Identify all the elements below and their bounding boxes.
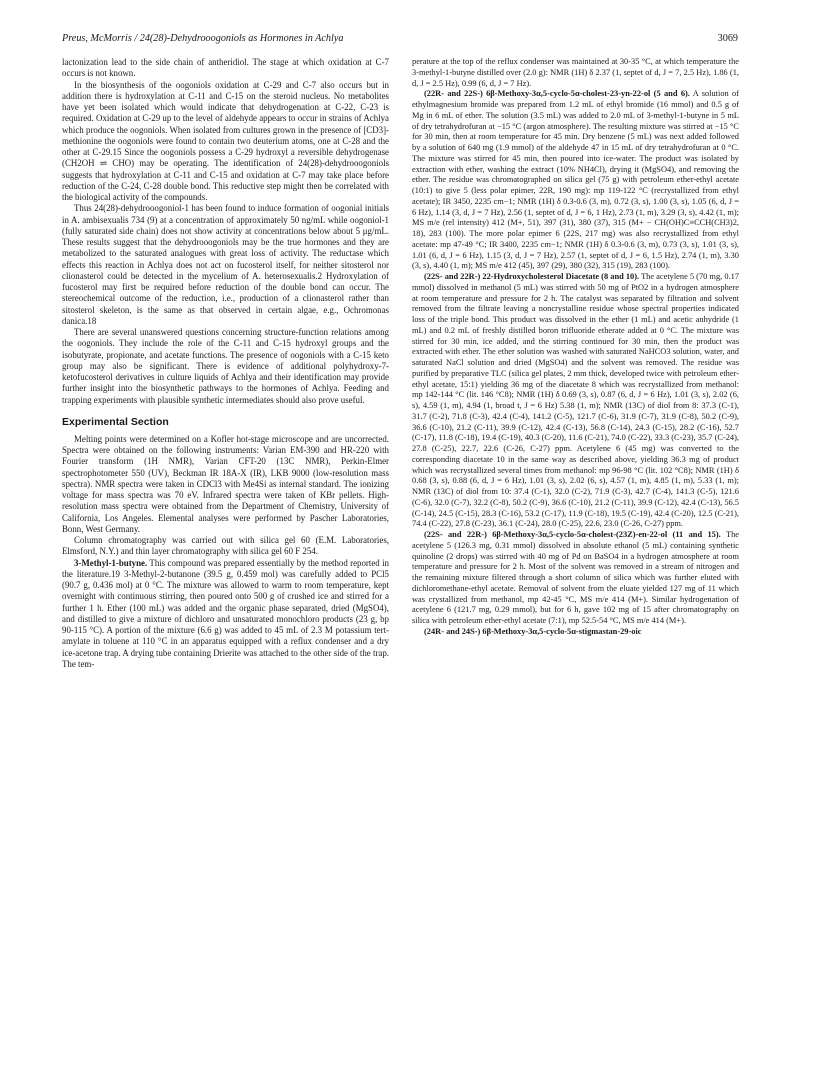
entry-heading: (22R- and 22S-) 6β-Methoxy-3α,5-cyclo-5α-cholest-23-yn-22-ol (5 and 6). [424, 89, 690, 99]
paragraph-methylbutyne [62, 558, 389, 671]
running-head [62, 32, 738, 46]
paragraph: Column chromatography was carried out with silica gel 60 (E.M. Laboratories, Elmsford, N.Y.) and thin layer chromatography with silica gel 60 F 254. [62, 535, 389, 557]
procedure-entry [412, 89, 739, 272]
left-column [62, 57, 389, 1052]
paragraph: There are several unanswered questions concerning structure-function relations among the oogoniols. They include the role of the C-11 and C-15 hydroxyl groups and the isobutyrate, propionate, and acetate functions. The presence of oogoniols with a C-15 keto group may also be significant. There is evidence of additional polyhydroxy-7-ketofucosterol derivatives in culture liquids of Achlya and their identification may provide further insight into the biosynthetic pathways to the hormones of Achlya. Feeding and trapping experiments with plausible synthetic intermediates should also prove useful. [62, 327, 389, 405]
page-number: 3069 [717, 33, 738, 44]
entry-heading: (22S- and 22R-) 22-Hydroxycholesterol Diacetate (8 and 10). [424, 272, 640, 281]
paragraph: perature at the top of the reflux condenser was maintained at 30-35 °C, at which temperature the 3-methyl-1-butyne distilled over (2.0 g): NMR (1H) δ 2.37 (1, septet of d, J = 7, 2.5 Hz), 1.86 (1, d, J = 2.5 Hz), 0.99 (6, d, J = 7 Hz). [412, 57, 739, 88]
procedure-entry [412, 627, 739, 638]
paragraph-text: This compound was prepared essentially by the method reported in the literature.19 3-Methyl-2-butanone (39.5 g, 0.459 mol) was carefully added to PCl5 (90.7 g, 0.436 mol) at 0 °C. The mixture was allowed to warm to room temperature, kept overnight with continuous stirring, then poured onto 500 g of crushed ice and stirred for a further 1 h. Ether (100 mL) was added and the organic phase separated, dried (MgSO4), and distilled to give a mixture of dichloro and unsaturated monochloro products (23 g, bp 90-115 °C). A portion of the mixture (6.6 g) was added to 45 mL of 2.3 M potassium tert-amylate in toluene at 110 °C in an apparatus equipped with a reflux condenser and a dry ice-acetone trap. A drying tube containing Drierite was attached to the other side of the trap. The tem- [62, 557, 389, 669]
paragraph: Thus 24(28)-dehydrooogoniol-1 has been found to induce formation of oogonial initials in A. ambisexualis 734 (9) at a concentration of approximately 50 ng/mL while oogoniol-1 (fully saturated side chain) does not show activity at concentrations below about 5 μg/mL. These results suggest that the dehydrooogoniols may be the true hormones and they are metabolized to the saturated analogues with great loss of activity. The reductase which effects this reaction in Achlya does not act on fucosterol itself, for neither sitosterol nor clionasterol could be detected in the mycelium of A. heterosexualis.2 Hydroxylation of fucosterol may first be required before reduction of the double bond can occur. The stereochemical outcome of the reduction, i.e., production of a clionasterol rather than sitosterol skeleton, is the same as that observed in certain algae, e.g., Ochromonas danica.18 [62, 203, 389, 326]
running-head-title: Preus, McMorris / 24(28)-Dehydrooogoniols as Hormones in Achlya [62, 33, 344, 44]
procedure-entry [412, 272, 739, 530]
entry-text: A solution of ethylmagnesium bromide was prepared from 1.2 mL of ethyl bromide (16 mmol) and 0.5 g of Mg in 6 mL of ether. The solution (3.5 mL) was added to 2.0 mL of 3-methyl-1-butyne in 5 mL of dry tetrahydrofuran at −15 °C (argon atmosphere). The resulting mixture was stirred at −15 °C for 30 min, then at room temperature for 45 min. Dry benzene (5 mL) was next added followed by a solution of 640 mg (1.9 mmol) of the aldehyde 47 in 15 mL of dry tetrahydrofuran at 0 °C. The mixture was stirred for 45 min, then poured into ice-water. The product was isolated by extraction with ether, washing the extract (10% NH4Cl), drying it (MgSO4), and removing the ether. The residue was chromatographed on silica gel (75 g) with petroleum ether-ethyl acetate (10:1) to give 5 (less polar epimer, 22R, 190 mg): mp 119-122 °C (recrystallized from ethyl acetate); IR 3450, 2235 cm−1; NMR (1H) δ 0.3-0.6 (3, m), 0.72 (3, s), 1.00 (3, s), 1.05 (6, d, J = 6 Hz), 1.14 (3, d, J = 7 Hz), 2.56 (1, septet of d, J = 6, 1 Hz), 2.73 (1, m), 3.29 (3, s), 4.42 (1, m); MS m/e (rel intensity) 412 (M+, 51), 397 (31), 380 (37), 315 (M+ − CH(OH)C≡CCH(CH3)2, 18), 283 (100). The more polar epimer 6 (22S, 217 mg) was also recrystallized from ethyl acetate: mp 47-49 °C; IR 3400, 2235 cm−1; NMR (1H) δ 0.3-0.6 (3, m), 0.73 (3, s), 1.01 (3, s), 1.01 (6, d, J = 6 Hz), 1.15 (3, d, J = 7 Hz), 2.57 (1, septet of d, J = 6, 1.5 Hz), 2.74 (1, m), 3.30 (3, s), 4.40 (1, m); MS m/e 412 (45), 397 (29), 380 (32), 315 (19), 283 (100). [412, 89, 739, 271]
paragraph: Melting points were determined on a Kofler hot-stage microscope and are uncorrected. Spectra were obtained on the following instruments: Varian EM-390 and HR-220 with Fourier transform (1H NMR), Varian CFT-20 (13C NMR), Perkin-Elmer spectrophotometer 550 (UV), Beckman IR 18A-X (IR), LKB 9000 (low-resolution mass spectra). NMR spectra were taken in CDCl3 with Me4Si as internal standard. The ionizing voltage for mass spectra was 70 eV. Infrared spectra were taken of KBr pellets. High-resolution mass spectra were obtained from the Department of Chemistry, University of California, Los Angeles. Elemental analyses were performed by Pascher Laboratories, Bonn, West Germany. [62, 433, 389, 534]
entry-heading: (22S- and 22R-) 6β-Methoxy-3α,5-cyclo-5α-cholest-(23Z)-en-22-ol (11 and 15). [424, 530, 721, 539]
entry-text: The acetylene 5 (70 mg, 0.17 mmol) dissolved in methanol (5 mL) was stirred with 50 mg of PtO2 in a hydrogen atmosphere at room temperature and pressure for 2 h. The catalyst was separated by filtration and solvent removed from the filtrate leaving a noncrystalline residue whose spectral properties indicated loss of the triple bond. This product was dissolved in the ether (1 mL) and acetic anhydride (1 mL) and 0.2 mL of freshly distilled boron trifluoride etherate added at 0 °C. The mixture was stirred for 30 min, ice added, and the stirring continued for 30 min, then the product was extracted with ether. The ether solution was washed with saturated NaHCO3 solution, water, and saturated NaCl solution and dried (MgSO4) and the solvent was removed. The residue was purified by preparative TLC (silica gel plates, 2 mm thick, developed twice with petroleum ether-ethyl acetate, 15:1) yielding 36 mg of the diacetate 8 which was recrystallized from methanol: mp 142-144 °C (lit. 146 °C8); NMR (1H) δ 0.69 (3, s), 0.87 (6, d, J = 6 Hz), 1.01 (3, s), 2.02 (6, s), 4.59 (1, m), 4.94 (1, broad t, J = 6 Hz) 5.38 (1, m); NMR (13C) of diol from 8: 37.3 (C-1), 31.7 (C-2), 71.8 (C-3), 42.4 (C-4), 141.2 (C-5), 121.7 (C-6), 31.9 (C-7), 31.9 (C-8), 50.2 (C-9), 36.6 (C-10), 21.2 (C-11), 39.9 (C-12), 42.4 (C-13), 56.8 (C-14), 24.3 (C-15), 28.2 (C-16), 52.7 (C-17), 11.8 (C-18), 19.4 (C-19), 40.3 (C-20), 11.6 (C-21), 74.0 (C-22), 33.3 (C-23), 35.7 (C-24), 27.8 (C-25), 22.7, 22.6 (C-26, C-27) ppm. Acetylene 6 (45 mg) was converted to the corresponding diacetate 10 in the same way as described above, yielding 36.3 mg of product which was recrystallized several times from methanol: mp 96-98 °C (lit. 102 °C8); NMR (1H) δ 0.68 (3, s), 0.88 (6, d, J = 6 Hz), 1.01 (3, s), 2.02 (6, s), 4.57 (1, m), 4.85 (1, m), 5.33 (1, m); NMR (13C) of diol from 10: 37.4 (C-1), 32.0 (C-2), 71.9 (C-3), 42.7 (C-4), 141.3 (C-5), 121.6 (C-6), 32.0 (C-7), 32.2 (C-8), 50.2 (C-9), 36.6 (C-10), 21.2 (C-11), 39.9 (C-12), 42.4 (C-13), 56.5 (C-14), 24.5 (C-15), 28.3 (C-16), 53.2 (C-17), 11.9 (C-18), 19.5 (C-19), 42.4 (C-20), 12.5 (C-21), 74.4 (C-22), 27.8 (C-23), 36.1 (C-24), 28.0 (C-25), 22.6, 23.0 (C-26, C-27) ppm. [412, 272, 739, 529]
right-column [412, 57, 739, 1052]
procedure-entry [412, 530, 739, 627]
entry-text: The acetylene 5 (126.3 mg, 0.31 mmol) dissolved in absolute ethanol (5 mL) containing synthetic quinoline (2 drops) was stirred with 40 mg of Pd on BaSO4 in a hydrogen atmosphere at room temperature and pressure for 2 h. Most of the solvent was removed in a stream of nitrogen and the remaining mixture filtered through a short column of silica which was further eluted with dichloromethane-ethyl acetate. Removal of solvent from the eluate yielded 127 mg of 11 which was crystallized from methanol, mp 42-45 °C, MS m/e 414 (M+). Similar hydrogenation of acetylene 6 (121.7 mg, 0.29 mmol), but for 6 h, gave 102 mg of 15 after chromatography on silica with petroleum ether-ethyl acetate (7:1), mp 52.5-54 °C, MS m/e 414 (M+). [412, 530, 739, 625]
paragraph: In the biosynthesis of the oogoniols oxidation at C-29 and C-7 also occurs but in addition there is hydroxylation at C-11 and C-15 on the steroid nucleus. No metabolites have yet been isolated which would indicate that dehydrogenation at C-22, C-23 is required. Oxidation at C-29 up to the level of aldehyde appears to occur in strains of Achlya which produce the oogoniols. When isolated from cultures grown in the presence of [CD3]-methionine the oogoniols were found to contain two deuterium atoms, one at C-28 and the other at C-29.15 Since the oogoniols possess a C-29 hydroxyl a reversible dehydrogenase (CH2OH ⇌ CHO) may be operating. The identification of 24(28)-dehydrooogoniols suggests that hydroxylation at C-11 and C-15 and oxidation at C-7 may take place before reduction of the C-24, C-28 double bond. This reductive step might then be correlated with the biological activity of the compounds. [62, 79, 389, 202]
run-in-heading: 3-Methyl-1-butyne. [74, 557, 148, 568]
entry-heading: (24R- and 24S-) 6β-Methoxy-3α,5-cyclo-5α-stigmastan-29-oic [424, 626, 642, 636]
section-heading-experimental: Experimental Section [62, 415, 169, 428]
paragraph: lactonization lead to the side chain of antheridiol. The stage at which oxidation at C-7 occurs is not known. [62, 57, 389, 79]
